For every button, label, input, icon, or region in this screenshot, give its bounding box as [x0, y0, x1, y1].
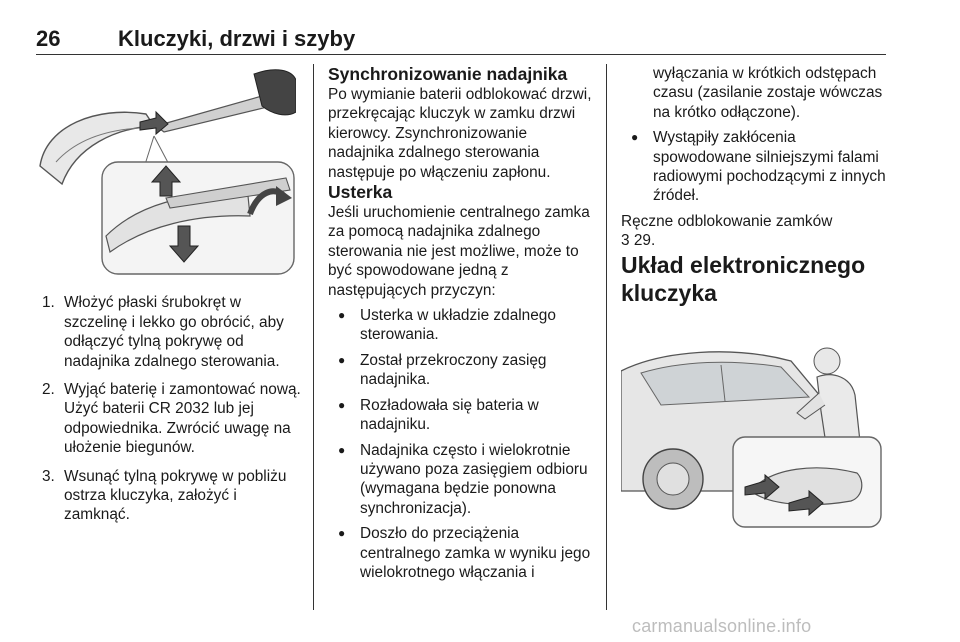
section-heading-electronic-key: Układ elektronicznego kluczyka	[621, 251, 866, 306]
manual-unlock-reference	[621, 212, 887, 251]
bullet-text: Doszło do przeciążenia centralnego zamka w wyniku jego wielokrotnego włączania i	[360, 525, 591, 581]
step-number: 2.	[42, 381, 55, 399]
bullet-item	[328, 524, 596, 582]
column-3	[621, 64, 887, 534]
car-door-handle-illustration	[621, 321, 885, 529]
column-2	[328, 64, 596, 582]
step-2	[36, 380, 304, 458]
page-number: 26	[36, 26, 61, 51]
column-1	[36, 64, 304, 534]
step-3	[36, 467, 304, 525]
bullet-item	[328, 351, 596, 390]
bullet-continuation	[621, 64, 887, 122]
section-heading-sync: Synchronizowanie nadajnika	[328, 64, 568, 84]
bullet-text: wyłączania w krótkich odstępach czasu (zasilanie zostaje wówczas na krótko odłączone).	[653, 65, 883, 121]
bullet-icon: ●	[338, 526, 346, 541]
bullet-text: Rozładowała się bateria w nadajniku.	[360, 396, 539, 434]
step-text: Wyjąć baterię i zamontować nową. Użyć baterii CR 2032 lub jej odpowiednika. Zwrócić uwagę na ułożenie biegunów.	[64, 381, 301, 457]
bullet-text: Usterka w układzie zdalnego sterowania.	[360, 307, 556, 344]
bullet-item	[328, 396, 596, 435]
bullet-text: Został przekroczony zasięg nadajnika.	[360, 351, 547, 389]
header-divider	[36, 54, 886, 55]
step-1	[36, 293, 304, 371]
bullet-item	[621, 128, 887, 206]
key-battery-illustration	[36, 66, 296, 276]
watermark: carmanualsonline.info	[632, 616, 812, 636]
step-number: 3.	[42, 467, 55, 485]
bullet-item	[328, 306, 596, 345]
instruction-steps	[36, 293, 304, 524]
step-text: Włożyć płaski śrubokręt w szczelinę i lekko go obrócić, aby odłączyć tylną pokrywę od nadajnika zdalnego sterowania.	[64, 294, 284, 370]
page-header	[36, 26, 886, 54]
page-title: Kluczyki, drzwi i szyby	[118, 26, 356, 51]
bullet-text: Nadajnika często i wielokrotnie używano poza zasięgiem odbioru (wymagana będzie ponowna synchronizacja).	[360, 441, 588, 517]
bullet-icon: ●	[338, 442, 346, 457]
bullet-icon: ●	[631, 130, 639, 145]
step-number: 1.	[42, 294, 55, 312]
page-reference[interactable]: 29.	[633, 232, 656, 250]
bullet-icon: ●	[338, 308, 346, 323]
bullet-text: Wystąpiły zakłócenia spowodowane silniejszymi falami radiowymi pochodzącymi z innych źródeł.	[653, 129, 886, 205]
reference-text: Ręczne odblokowanie zamków	[621, 212, 833, 230]
fault-paragraph: Jeśli uruchomienie centralnego zamka za pomocą nadajnika zdalnego sterowania nie jest możliwe, może to być spowodowane jedną z następujących przyczyn:	[328, 204, 590, 299]
sync-paragraph: Po wymianie baterii odblokować drzwi, przekręcając kluczyk w zamku drzwi kierowcy. Zsynchronizowanie nadajnika zdalnego sterowania następuje po włączeniu zapłonu.	[328, 86, 592, 181]
column-divider-right	[606, 64, 607, 610]
step-text: Wsunąć tylną pokrywę w pobliżu ostrza kluczyka, założyć i zamknąć.	[64, 467, 287, 524]
column-divider-left	[313, 64, 314, 610]
bullet-icon: ●	[338, 397, 346, 412]
page-reference-arrow-icon: 3	[621, 232, 630, 250]
bullet-item	[328, 441, 596, 519]
bullet-icon: ●	[338, 352, 346, 367]
section-heading-fault: Usterka	[328, 182, 393, 203]
